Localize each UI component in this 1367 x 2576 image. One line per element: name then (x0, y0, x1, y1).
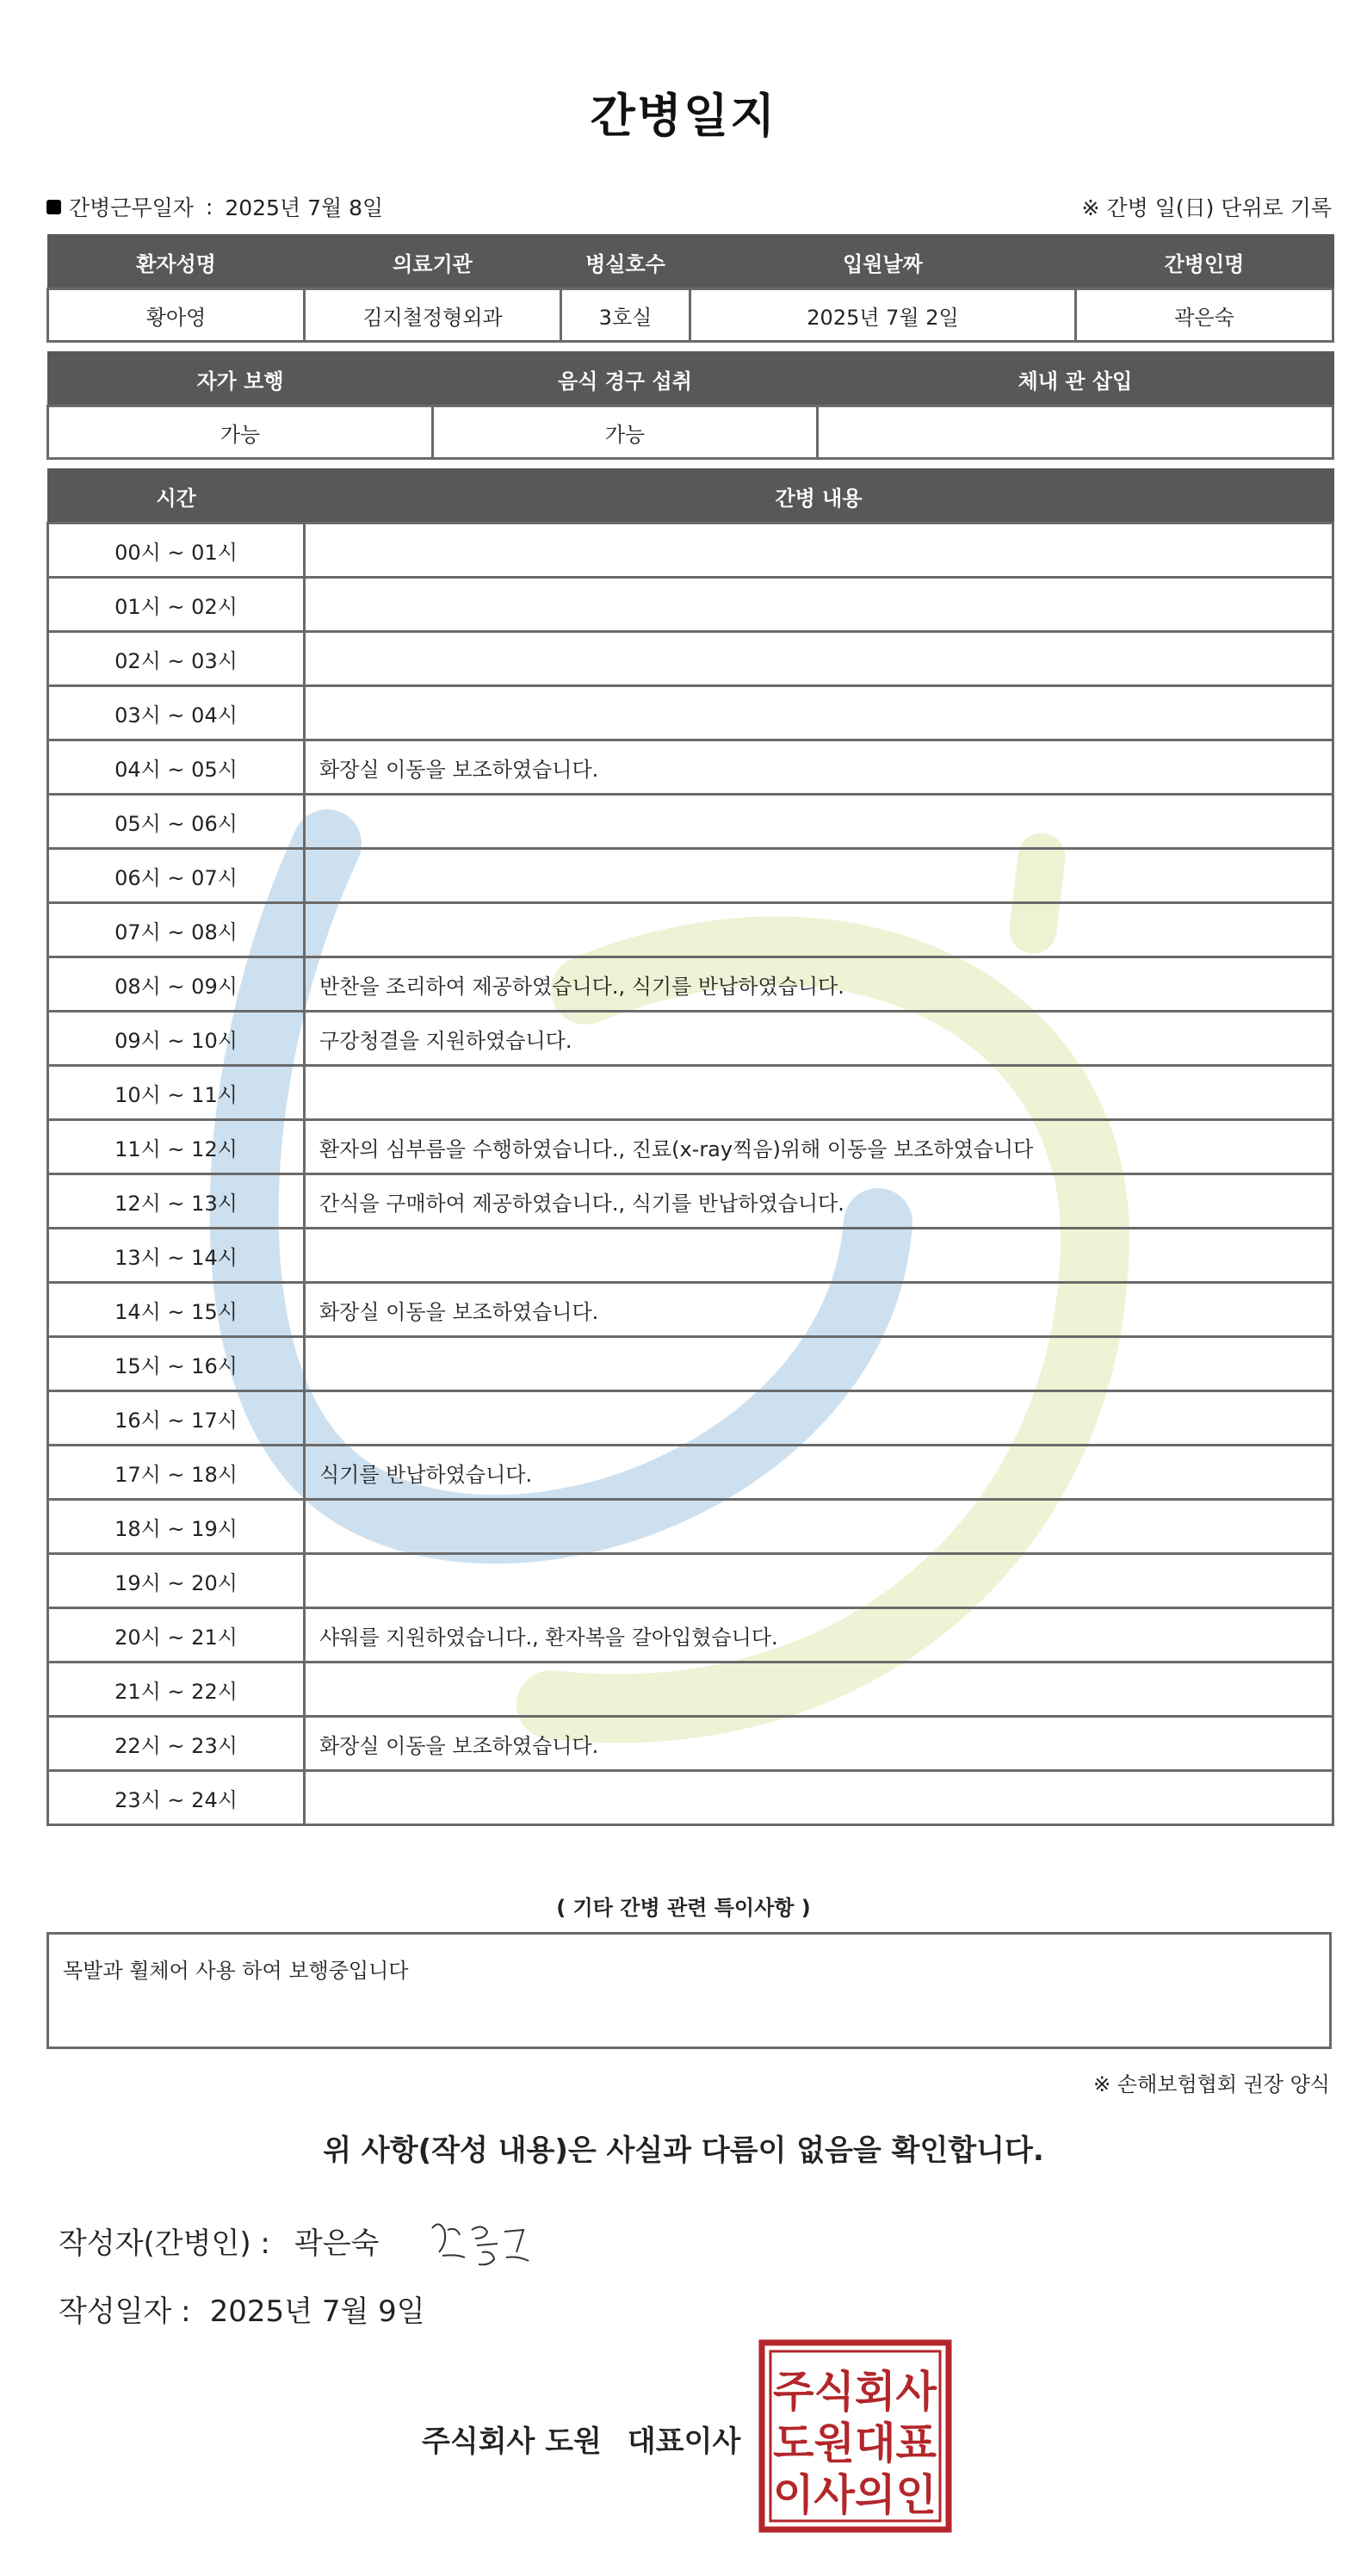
log-row (48, 1120, 1333, 1174)
write-date-line (59, 2288, 425, 2330)
log-time: 06시 ~ 07시 (48, 849, 305, 903)
log-time: 19시 ~ 20시 (48, 1554, 305, 1608)
work-date-row (46, 191, 1332, 224)
header-patient-name: 환자성명 (48, 235, 305, 289)
walking-status: 가능 (48, 406, 433, 459)
remarks-text: 목발과 휠체어 사용 하여 보행중입니다 (63, 1959, 409, 1983)
writer-label: 작성자(간병인) : (59, 2226, 270, 2261)
header-caregiver-name: 간병인명 (1076, 235, 1333, 289)
confirm-statement: 위 사항(작성 내용)은 사실과 다름이 없음을 확인합니다. (323, 2133, 1044, 2168)
log-time: 23시 ~ 24시 (48, 1771, 305, 1825)
log-time: 10시 ~ 11시 (48, 1066, 305, 1120)
log-note: 화장실 이동을 보조하였습니다. (305, 740, 1333, 795)
log-note: 샤워를 지원하였습니다., 환자복을 갈아입혔습니다. (305, 1608, 1333, 1663)
handwritten-signature (422, 2204, 542, 2282)
remarks-box (46, 1932, 1332, 2049)
log-row (48, 1500, 1333, 1554)
log-note (305, 523, 1333, 578)
log-note (305, 1391, 1333, 1446)
log-time: 03시 ~ 04시 (48, 686, 305, 740)
log-row (48, 1554, 1333, 1608)
log-row (48, 849, 1333, 903)
log-note (305, 1771, 1333, 1825)
patient-name: 황아영 (48, 289, 305, 342)
work-date-value: 2025년 7월 8일 (225, 195, 384, 220)
write-date-label: 작성일자 : (59, 2294, 191, 2329)
log-time: 20시 ~ 21시 (48, 1608, 305, 1663)
log-note (305, 1229, 1333, 1283)
log-row (48, 1229, 1333, 1283)
log-note (305, 1066, 1333, 1120)
log-time: 17시 ~ 18시 (48, 1446, 305, 1500)
seal-text-line-1: 주식회사 (773, 2367, 937, 2417)
log-note (305, 578, 1333, 632)
log-note: 간식을 구매하여 제공하였습니다., 식기를 반납하였습니다. (305, 1174, 1333, 1229)
log-row (48, 1012, 1333, 1066)
log-note: 식기를 반납하였습니다. (305, 1446, 1333, 1500)
header-time: 시간 (48, 469, 305, 523)
log-note (305, 903, 1333, 957)
log-row (48, 578, 1333, 632)
log-row (48, 686, 1333, 740)
log-time: 02시 ~ 03시 (48, 632, 305, 686)
remarks-title: ( 기타 간병 관련 특이사항 ) (556, 1896, 811, 1920)
log-time: 22시 ~ 23시 (48, 1717, 305, 1771)
header-walking: 자가 보행 (48, 352, 433, 406)
log-row (48, 632, 1333, 686)
log-row (48, 1174, 1333, 1229)
log-row (48, 740, 1333, 795)
log-time: 18시 ~ 19시 (48, 1500, 305, 1554)
log-time: 21시 ~ 22시 (48, 1663, 305, 1717)
log-note: 환자의 심부름을 수행하였습니다., 진료(x-ray찍음)위해 이동을 보조하였습니다 (305, 1120, 1333, 1174)
admission-date: 2025년 7월 2일 (690, 289, 1076, 342)
header-care-content: 간병 내용 (305, 469, 1333, 523)
seal-text-line-2: 도원대표 (773, 2418, 937, 2468)
log-note: 구강청결을 지원하였습니다. (305, 1012, 1333, 1066)
writer-name: 곽은숙 (294, 2226, 380, 2261)
log-row (48, 1391, 1333, 1446)
ceo-label: 대표이사 (627, 2424, 741, 2459)
log-time: 09시 ~ 10시 (48, 1012, 305, 1066)
log-note: 화장실 이동을 보조하였습니다. (305, 1717, 1333, 1771)
log-note: 화장실 이동을 보조하였습니다. (305, 1283, 1333, 1337)
log-row (48, 1283, 1333, 1337)
log-row (48, 1717, 1333, 1771)
caregiver-name: 곽은숙 (1076, 289, 1333, 342)
log-row (48, 523, 1333, 578)
work-date-label: 간병근무일자 (69, 195, 194, 220)
unit-note: ※ 간병 일(日) 단위로 기록 (1081, 195, 1332, 220)
company-name: 주식회사 도원 (422, 2424, 602, 2459)
log-row (48, 1066, 1333, 1120)
patient-info-table (46, 234, 1334, 343)
log-time: 15시 ~ 16시 (48, 1337, 305, 1391)
log-note (305, 632, 1333, 686)
oral-intake-status: 가능 (433, 406, 818, 459)
header-admission-date: 입원날짜 (690, 235, 1076, 289)
care-log-table (46, 468, 1334, 1826)
company-seal (758, 2339, 952, 2533)
log-note (305, 1500, 1333, 1554)
log-row (48, 903, 1333, 957)
writer-line (59, 2220, 379, 2262)
log-row (48, 1771, 1333, 1825)
company-line (422, 2418, 740, 2460)
write-date-value: 2025년 7월 9일 (209, 2294, 425, 2329)
colon-separator: : (205, 194, 213, 220)
log-time: 13시 ~ 14시 (48, 1229, 305, 1283)
log-note (305, 1663, 1333, 1717)
log-row (48, 1663, 1333, 1717)
header-tube-insertion: 체내 관 삽입 (818, 352, 1333, 406)
seal-text-line-3: 이사의인 (773, 2470, 937, 2520)
header-room: 병실호수 (561, 235, 690, 289)
log-note (305, 686, 1333, 740)
page-title: 간병일지 (590, 89, 777, 143)
log-time: 07시 ~ 08시 (48, 903, 305, 957)
log-row (48, 1608, 1333, 1663)
log-time: 12시 ~ 13시 (48, 1174, 305, 1229)
log-note (305, 795, 1333, 849)
recommend-note: ※ 손해보험협회 권장 양식 (1093, 2072, 1330, 2096)
log-time: 05시 ~ 06시 (48, 795, 305, 849)
log-note: 반찬을 조리하여 제공하였습니다., 식기를 반납하였습니다. (305, 957, 1333, 1012)
log-time: 14시 ~ 15시 (48, 1283, 305, 1337)
hospital-name: 김지철정형외과 (305, 289, 561, 342)
log-note (305, 1554, 1333, 1608)
log-note (305, 849, 1333, 903)
log-row (48, 1446, 1333, 1500)
header-hospital: 의료기관 (305, 235, 561, 289)
tube-insertion-status (818, 406, 1333, 459)
log-row (48, 957, 1333, 1012)
log-time: 11시 ~ 12시 (48, 1120, 305, 1174)
patient-status-table (46, 351, 1334, 460)
bullet-icon (46, 200, 61, 214)
log-time: 08시 ~ 09시 (48, 957, 305, 1012)
log-time: 00시 ~ 01시 (48, 523, 305, 578)
room-number: 3호실 (561, 289, 690, 342)
log-time: 01시 ~ 02시 (48, 578, 305, 632)
header-oral-intake: 음식 경구 섭취 (433, 352, 818, 406)
log-time: 04시 ~ 05시 (48, 740, 305, 795)
log-note (305, 1337, 1333, 1391)
log-row (48, 1337, 1333, 1391)
log-time: 16시 ~ 17시 (48, 1391, 305, 1446)
log-row (48, 795, 1333, 849)
